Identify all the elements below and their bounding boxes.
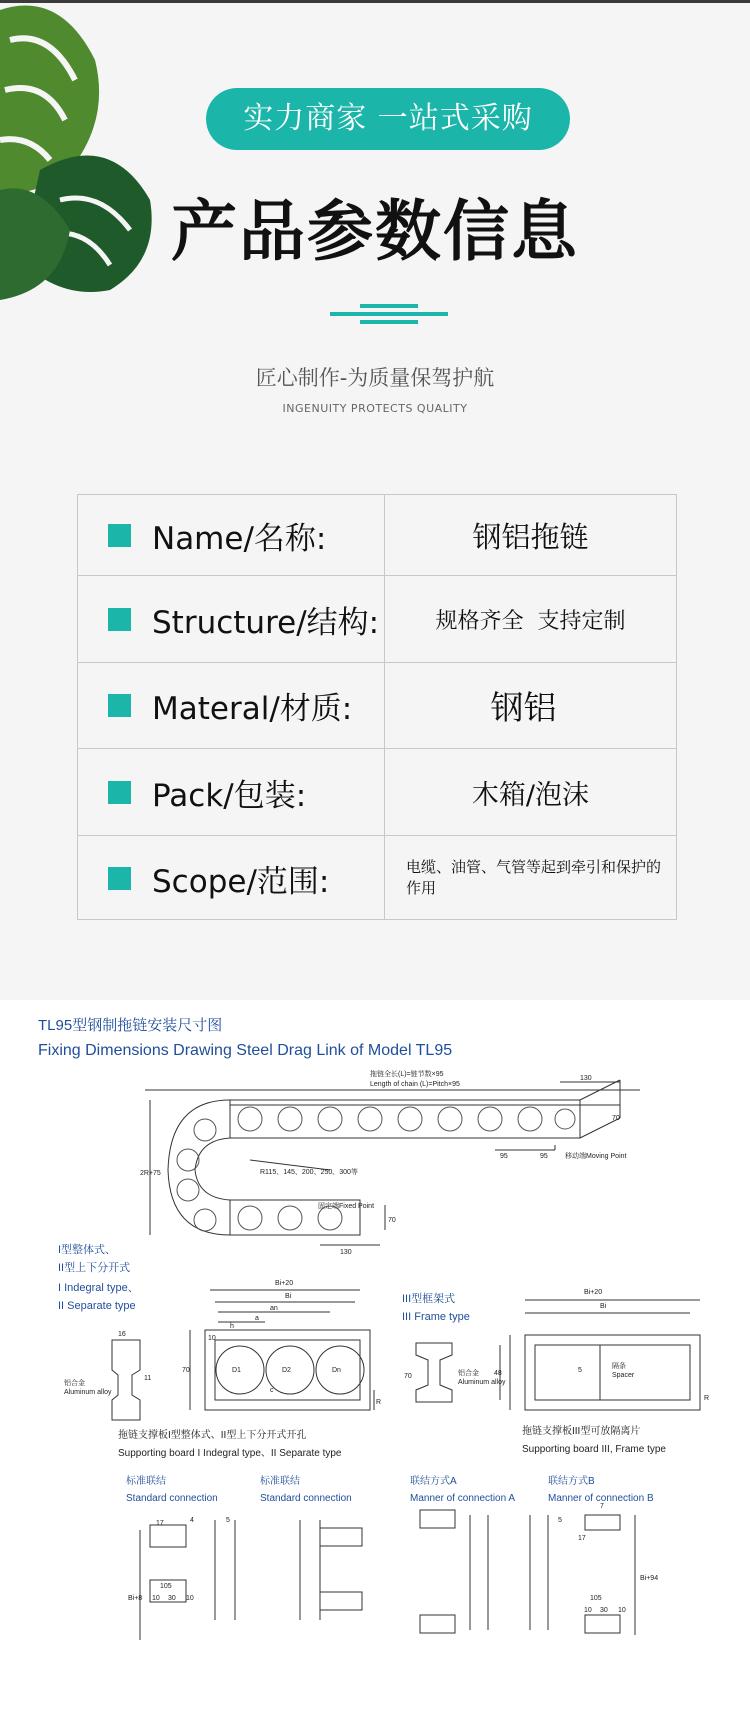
- bi20-label-iii: Bi+20: [584, 1289, 603, 1296]
- type12-en-1: I Indegral type、: [58, 1282, 139, 1294]
- dn-label: Dn: [332, 1367, 341, 1374]
- radius-label: R115、145、200、250、300等: [260, 1169, 358, 1176]
- param-label: Pack/包装:: [152, 778, 307, 814]
- spacer-label-en: Spacer: [612, 1372, 635, 1379]
- bullet-square-icon: [108, 524, 131, 547]
- r-label-right: R: [704, 1395, 710, 1402]
- dim-70-bottom: 70: [388, 1217, 396, 1224]
- param-value: 木箱/泡沫: [384, 749, 676, 836]
- dim-70-top: 70: [612, 1115, 620, 1122]
- param-row-material: [78, 663, 677, 749]
- dim-10: 10: [208, 1335, 216, 1342]
- alloy-label-en: Aluminum alloy: [64, 1389, 112, 1396]
- dim-5: 5: [578, 1367, 582, 1374]
- manner-a-en: Manner of connection A: [410, 1493, 516, 1504]
- an-label: an: [270, 1305, 278, 1312]
- dim-130-top: 130: [580, 1075, 592, 1082]
- type12-cn-1: I型整体式、: [58, 1244, 117, 1256]
- param-value: 电缆、油管、气管等起到牵引和保护的作用: [384, 836, 676, 920]
- subtitle-english: INGENUITY PROTECTS QUALITY: [282, 402, 468, 415]
- bi20-label: Bi+20: [275, 1280, 294, 1287]
- dim-11: 11: [144, 1375, 152, 1382]
- bi-label: Bi: [285, 1293, 292, 1300]
- type12-en-2: II Separate type: [58, 1300, 136, 1312]
- dim-10-b: 10: [186, 1595, 194, 1602]
- fixed-point-label: 固定端Fixed Point: [318, 1203, 375, 1210]
- sb12-caption-en: Supporting board I Indegral type、II Separate type: [118, 1448, 342, 1459]
- banner-pill: 实力商家 一站式采购: [206, 88, 570, 150]
- param-label: Name/名称:: [152, 521, 327, 557]
- dim-70-mid: 70: [182, 1367, 190, 1374]
- page-title: 产品参数信息: [171, 193, 579, 270]
- std-connection-en-2: Standard connection: [260, 1493, 352, 1504]
- bullet-square-icon: [108, 867, 131, 890]
- drawing-title-cn: TL95型钢制拖链安装尺寸图: [38, 1017, 223, 1034]
- type3-cn: III型框架式: [402, 1293, 456, 1305]
- connection-views: [140, 1510, 635, 1640]
- a-label: a: [255, 1315, 259, 1322]
- param-label: Scope/范围:: [152, 864, 330, 900]
- height-label: 2R+75: [140, 1170, 161, 1177]
- bi8-label: Bi+8: [128, 1595, 143, 1602]
- dim-30-a: 30: [168, 1595, 176, 1602]
- d2-label: D2: [282, 1367, 291, 1374]
- dim-70-iii: 70: [404, 1373, 412, 1380]
- param-label: Structure/结构:: [152, 605, 380, 641]
- supporting-board-12: [112, 1290, 374, 1420]
- std-connection-cn-2: 标准联结: [260, 1476, 300, 1487]
- manner-a-cn: 联结方式A: [410, 1476, 457, 1487]
- bi-label-iii: Bi: [600, 1303, 607, 1310]
- param-value: 钢铝: [384, 663, 676, 749]
- bullet-square-icon: [108, 781, 131, 804]
- dim-5-std: 5: [226, 1517, 230, 1524]
- sb12-caption-cn: 拖链支撑板I型整体式、II型上下分开式开孔: [118, 1430, 307, 1441]
- bi94-label: Bi+94: [640, 1575, 659, 1582]
- param-row-pack: [78, 749, 677, 836]
- c-label: c: [270, 1387, 274, 1394]
- dim-4: 4: [190, 1517, 194, 1524]
- length-label-cn: 拖链全长(L)=链节数×95: [370, 1071, 444, 1078]
- param-row-structure: [78, 576, 677, 663]
- param-row-scope: [78, 836, 677, 920]
- dim-130-bottom: 130: [340, 1249, 352, 1256]
- spacer-label: 隔条: [612, 1363, 626, 1370]
- manner-b-en: Manner of connection B: [548, 1493, 654, 1504]
- manner-b-cn: 联结方式B: [548, 1476, 595, 1487]
- dim-30-b: 30: [600, 1607, 608, 1614]
- dim-95-a: 95: [500, 1153, 508, 1160]
- dim-10-d: 10: [618, 1607, 626, 1614]
- param-value: 钢铝拖链: [384, 495, 676, 576]
- bullet-square-icon: [108, 694, 131, 717]
- sb3-caption-en: Supporting board III, Frame type: [522, 1444, 666, 1455]
- technical-drawing: [0, 1000, 750, 1729]
- moving-point-label: 移动端Moving Point: [565, 1153, 627, 1160]
- dim-10-c: 10: [584, 1607, 592, 1614]
- dim-17-a: 17: [156, 1520, 164, 1527]
- dim-16: 16: [118, 1331, 126, 1338]
- alloy-label: 铝合金: [64, 1380, 85, 1387]
- length-label-en: Length of chain (L)=Pitch×95: [370, 1081, 460, 1088]
- r-label-left: R: [376, 1399, 382, 1406]
- alloy-label-en-iii: Aluminum alloy: [458, 1379, 506, 1386]
- std-connection-en-1: Standard connection: [126, 1493, 218, 1504]
- std-connection-cn-1: 标准联结: [126, 1476, 166, 1487]
- type3-en: III Frame type: [402, 1311, 470, 1323]
- param-row-name: [78, 495, 677, 576]
- param-value: 规格齐全 支持定制: [384, 576, 676, 663]
- dim-105-b: 105: [590, 1595, 602, 1602]
- dim-5-b: 5: [558, 1517, 562, 1524]
- dim-7: 7: [600, 1503, 604, 1510]
- parameter-table: [77, 494, 677, 920]
- dim-10-a: 10: [152, 1595, 160, 1602]
- alloy-label-iii: 铝合金: [458, 1370, 479, 1377]
- d1-label: D1: [232, 1367, 241, 1374]
- param-label: Materal/材质:: [152, 691, 353, 727]
- type12-cn-2: II型上下分开式: [58, 1262, 131, 1274]
- dim-48: 48: [494, 1370, 502, 1377]
- bullet-square-icon: [108, 608, 131, 631]
- dim-95-b: 95: [540, 1153, 548, 1160]
- title-divider-decoration: [330, 300, 448, 330]
- dim-105-a: 105: [160, 1583, 172, 1590]
- sb3-caption-cn: 拖链支撑板III型可放隔离片: [522, 1426, 641, 1437]
- subtitle: 匠心制作-为质量保驾护航: [255, 366, 495, 390]
- tl95-dimension-drawing: [0, 1000, 750, 1729]
- drawing-title-en: Fixing Dimensions Drawing Steel Drag Link of Model TL95: [38, 1042, 453, 1059]
- h-label: h: [230, 1323, 234, 1330]
- dim-17-b: 17: [578, 1535, 586, 1542]
